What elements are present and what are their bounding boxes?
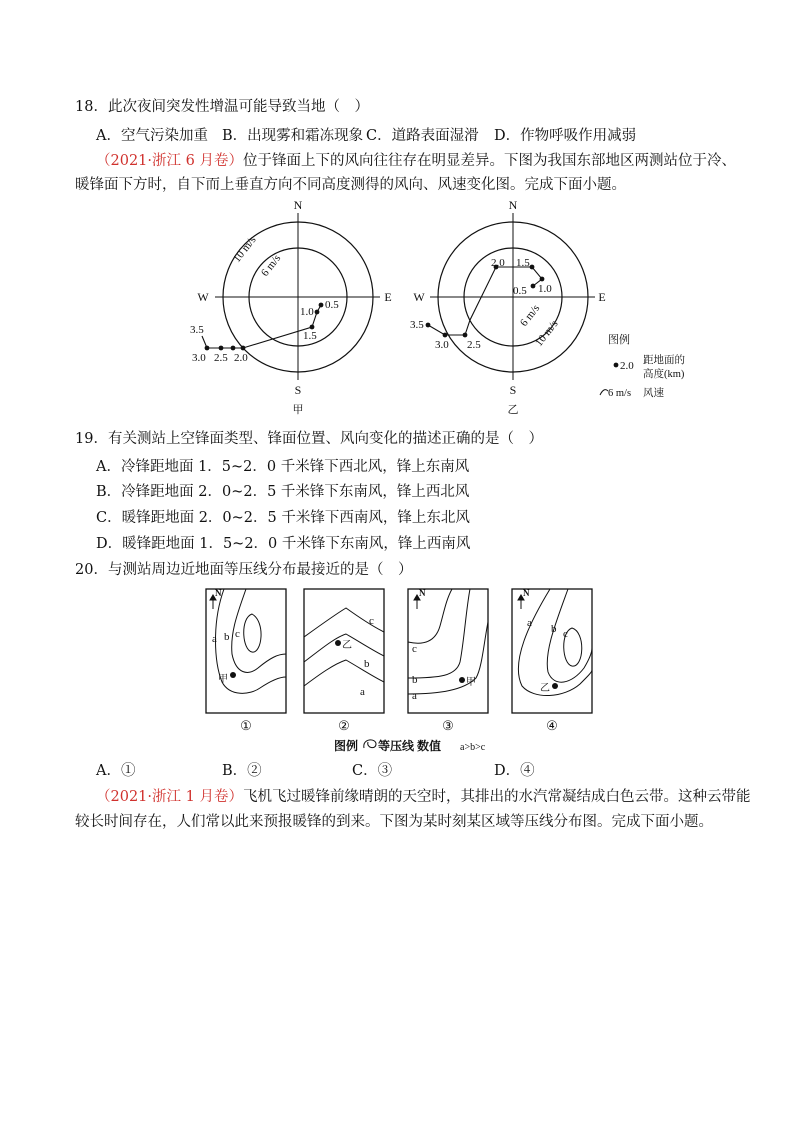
wind-figure	[180, 195, 685, 420]
yi-h-1.0: 1.0	[538, 283, 552, 295]
panel3-number: ③	[442, 718, 454, 733]
isobar-legend-label: 等压线 数值	[378, 739, 442, 753]
compass-n: N	[293, 198, 303, 212]
q19-option-b[interactable]: B．冷锋距地面 2．0~2．5 千米锋下东南风，锋上西北风	[96, 484, 470, 500]
legend-ring-label: 风速	[643, 388, 664, 399]
panel2-number: ②	[338, 718, 350, 733]
panel3-label-b: b	[412, 674, 418, 686]
panel1-label-c: c	[235, 628, 240, 640]
panel2-label-a: a	[360, 686, 365, 698]
panel3-label-c: c	[412, 643, 417, 655]
passage1-line1	[96, 152, 736, 170]
isobar-panel-3	[408, 588, 488, 733]
passage2-source: （2021·浙江 1 月卷）	[96, 789, 243, 805]
q19-option-c[interactable]: C．暖锋距地面 2．0~2．5 千米锋下西南风，锋上东北风	[96, 510, 470, 526]
jia-h-2.5: 2.5	[214, 352, 228, 364]
isobar-legend-note: a>b>c	[460, 742, 486, 753]
compass-n: N	[508, 198, 518, 212]
panel4-label-a: a	[527, 617, 532, 629]
ring-label-outer: 10 m/s	[230, 234, 259, 265]
q19-option-d[interactable]: D．暖锋距地面 1．5~2．0 千米锋下东南风，锋上西南风	[96, 536, 471, 552]
yi-caption: 乙	[507, 404, 519, 416]
q18-option-d[interactable]: D．作物呼吸作用减弱	[494, 128, 637, 144]
yi-h-3.0: 3.0	[435, 339, 449, 351]
panel4-number: ④	[546, 718, 558, 733]
isobar-panel-4	[512, 588, 592, 733]
jia-h-0.5: 0.5	[325, 299, 339, 311]
isobar-panel-1	[206, 588, 286, 733]
yi-h-0.5: 0.5	[513, 285, 527, 297]
legend-dot-value: 2.0	[620, 360, 634, 372]
isobar-figure	[200, 582, 600, 754]
isobar-panel-2	[304, 589, 384, 733]
panel4-station: 乙	[540, 683, 550, 694]
ring-label-inner: 6 m/s	[517, 302, 543, 329]
panel2-label-b: b	[364, 658, 370, 670]
compass-s: S	[509, 383, 517, 397]
jia-h-1.5: 1.5	[303, 330, 317, 342]
compass-e: E	[384, 290, 392, 304]
panel4-label-c: c	[563, 628, 568, 640]
passage2-text1: 飞机飞过暖锋前缘晴朗的天空时，其排出的水汽常凝结成白色云带。这种云带能	[242, 789, 751, 805]
q20-option-b[interactable]: B．②	[222, 763, 262, 779]
panel4-label-b: b	[551, 623, 557, 635]
yi-h-2.5: 2.5	[467, 339, 481, 351]
isobar-legend	[334, 738, 486, 753]
q18-option-b[interactable]: B．出现雾和霜冻现象	[222, 128, 364, 144]
q19-option-a[interactable]: A．冷锋距地面 1．5~2．0 千米锋下西北风，锋上东南风	[96, 459, 470, 475]
legend-dot-label-1: 距地面的	[643, 355, 685, 366]
passage1-line2: 暖锋面下方时，自下而上垂直方向不同高度测得的风向、风速变化图。完成下面小题。	[75, 177, 626, 193]
yi-h-1.5: 1.5	[516, 257, 530, 269]
panel1-number: ①	[240, 718, 252, 733]
passage1-source: （2021·浙江 6 月卷）	[96, 153, 243, 169]
wind-diagram-yi	[410, 198, 606, 416]
passage2-line1	[96, 788, 750, 806]
panel2-label-c: c	[369, 615, 374, 627]
panel1-label-b: b	[224, 631, 230, 643]
passage2-line2: 较长时间存在，人们常以此来预报暖锋的到来。下图为某时刻某区域等压线分布图。完成下面小题。	[75, 814, 713, 830]
jia-h-3.0: 3.0	[192, 352, 206, 364]
wind-legend	[600, 332, 685, 399]
legend-title: 图例	[608, 334, 630, 346]
north-label: N	[215, 588, 222, 598]
panel3-label-a: a	[412, 690, 417, 702]
q20-option-d[interactable]: D．④	[494, 763, 535, 779]
compass-s: S	[294, 383, 302, 397]
legend-dot-label-2: 高度(km)	[643, 369, 685, 380]
panel2-station: 乙	[342, 640, 352, 651]
q18-stem: 18．此次夜间突发性增温可能导致当地（ ）	[75, 99, 369, 115]
jia-h-3.5: 3.5	[190, 324, 204, 336]
q19-stem: 19．有关测站上空锋面类型、锋面位置、风向变化的描述正确的是（ ）	[75, 431, 543, 447]
panel1-station: 甲	[218, 674, 228, 685]
jia-caption: 甲	[292, 404, 304, 416]
passage1-text1: 位于锋面上下的风向往往存在明显差异。下图为我国东部地区两测站位于冷、	[242, 153, 736, 169]
jia-h-1.0: 1.0	[300, 306, 314, 318]
ring-label-inner: 6 m/s	[258, 252, 284, 279]
q20-option-c[interactable]: C．③	[352, 763, 393, 779]
panel3-station: 甲	[466, 677, 476, 688]
yi-h-2.0: 2.0	[491, 257, 505, 269]
compass-e: E	[598, 290, 606, 304]
panel1-label-a: a	[212, 633, 217, 645]
wind-diagram-jia	[190, 198, 392, 416]
isobar-legend-prefix: 图例	[334, 739, 359, 753]
q18-option-c[interactable]: C．道路表面湿滑	[366, 128, 479, 144]
yi-h-3.5: 3.5	[410, 319, 424, 331]
compass-w: W	[197, 290, 209, 304]
north-label: N	[419, 588, 426, 598]
ring-label-outer: 10 m/s	[532, 318, 561, 349]
jia-h-2.0: 2.0	[234, 352, 248, 364]
q18-option-a[interactable]: A．空气污染加重	[96, 128, 208, 144]
compass-w: W	[413, 290, 425, 304]
legend-ring-value: 6 m/s	[608, 388, 632, 399]
q20-option-a[interactable]: A．①	[96, 763, 136, 779]
north-label: N	[523, 588, 530, 598]
q20-stem: 20．与测站周边近地面等压线分布最接近的是（ ）	[75, 562, 413, 578]
